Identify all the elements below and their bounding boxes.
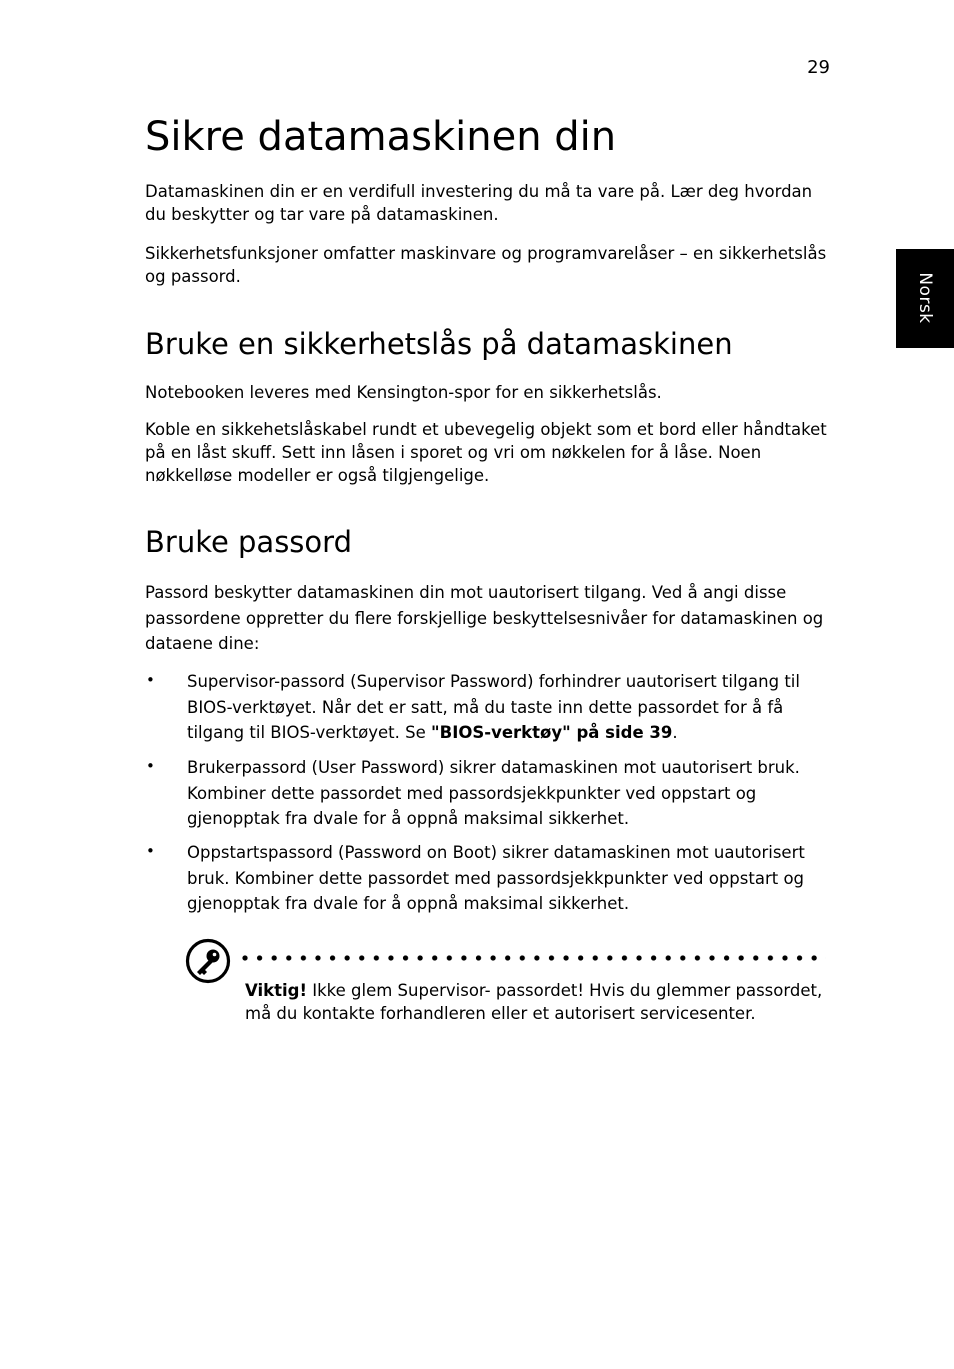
note-divider <box>242 955 826 961</box>
intro-paragraph-2: Sikkerhetsfunksjoner omfatter maskinvare og programvarelåser – en sikkerhetslås og passord. <box>145 244 827 286</box>
page-number: 29 <box>807 57 830 78</box>
lock-paragraph-1: Notebooken leveres med Kensington-spor for en sikkerhetslås. <box>145 383 662 402</box>
note-body: Ikke glem Supervisor- passordet! Hvis du glemmer passordet, må du kontakte forhandleren eller et autorisert servicesenter. <box>245 981 823 1023</box>
bullet-marker: • <box>146 842 155 860</box>
bios-utility-link[interactable]: "BIOS-verktøy" på side 39 <box>431 723 673 742</box>
bullet-marker: • <box>146 757 155 775</box>
intro-paragraph-1: Datamaskinen din er en verdifull investering du må ta vare på. Lær deg hvordan du beskytter og tar vare på datamaskinen. <box>145 182 813 224</box>
page-title: Sikre datamaskinen din <box>145 114 617 160</box>
bullet-text: Supervisor-passord (Supervisor Password) forhindrer uautorisert tilgang til BIOS-verktøyet. Når det er satt, må du taste inn dette passordet for å få tilgang til BIOS-verktøyet. Se <box>187 672 800 742</box>
bullet-boot-password: Oppstartspassord (Password on Boot) sikrer datamaskinen mot uautorisert bruk. Kombiner dette passordet med passordsjekkpunkter ved oppstart og gjenopptak fra dvale for å oppnå maksimal sikkerhet. <box>187 843 805 913</box>
key-icon <box>185 938 231 984</box>
note-text <box>245 979 835 1025</box>
section-heading-password: Bruke passord <box>145 525 352 559</box>
note-label: Viktig! <box>245 981 307 1000</box>
section-heading-lock: Bruke en sikkerhetslås på datamaskinen <box>145 327 733 361</box>
language-tab <box>896 249 954 348</box>
bullet-user-password: Brukerpassord (User Password) sikrer datamaskinen mot uautorisert bruk. Kombiner dette passordet med passordsjekkpunkter ved oppstart og gjenopptak fra dvale for å oppnå maksimal sikkerhet. <box>187 758 800 828</box>
lock-paragraph-2: Koble en sikkehetslåskabel rundt et ubevegelig objekt som et bord eller håndtaket på en låst skuff. Sett inn låsen i sporet og vri om nøkkelen for å låse. Noen nøkkelløse modeller er også tilgjengelige. <box>145 420 827 485</box>
bullet-marker: • <box>146 671 155 689</box>
bullet-tail: . <box>672 723 678 742</box>
bullet-supervisor-password <box>187 669 837 746</box>
language-tab-label: Norsk <box>915 272 935 324</box>
password-intro: Passord beskytter datamaskinen din mot uautorisert tilgang. Ved å angi disse passordene oppretter du flere forskjellige beskyttelsesnivåer for datamaskinen og dataene dine: <box>145 583 824 653</box>
